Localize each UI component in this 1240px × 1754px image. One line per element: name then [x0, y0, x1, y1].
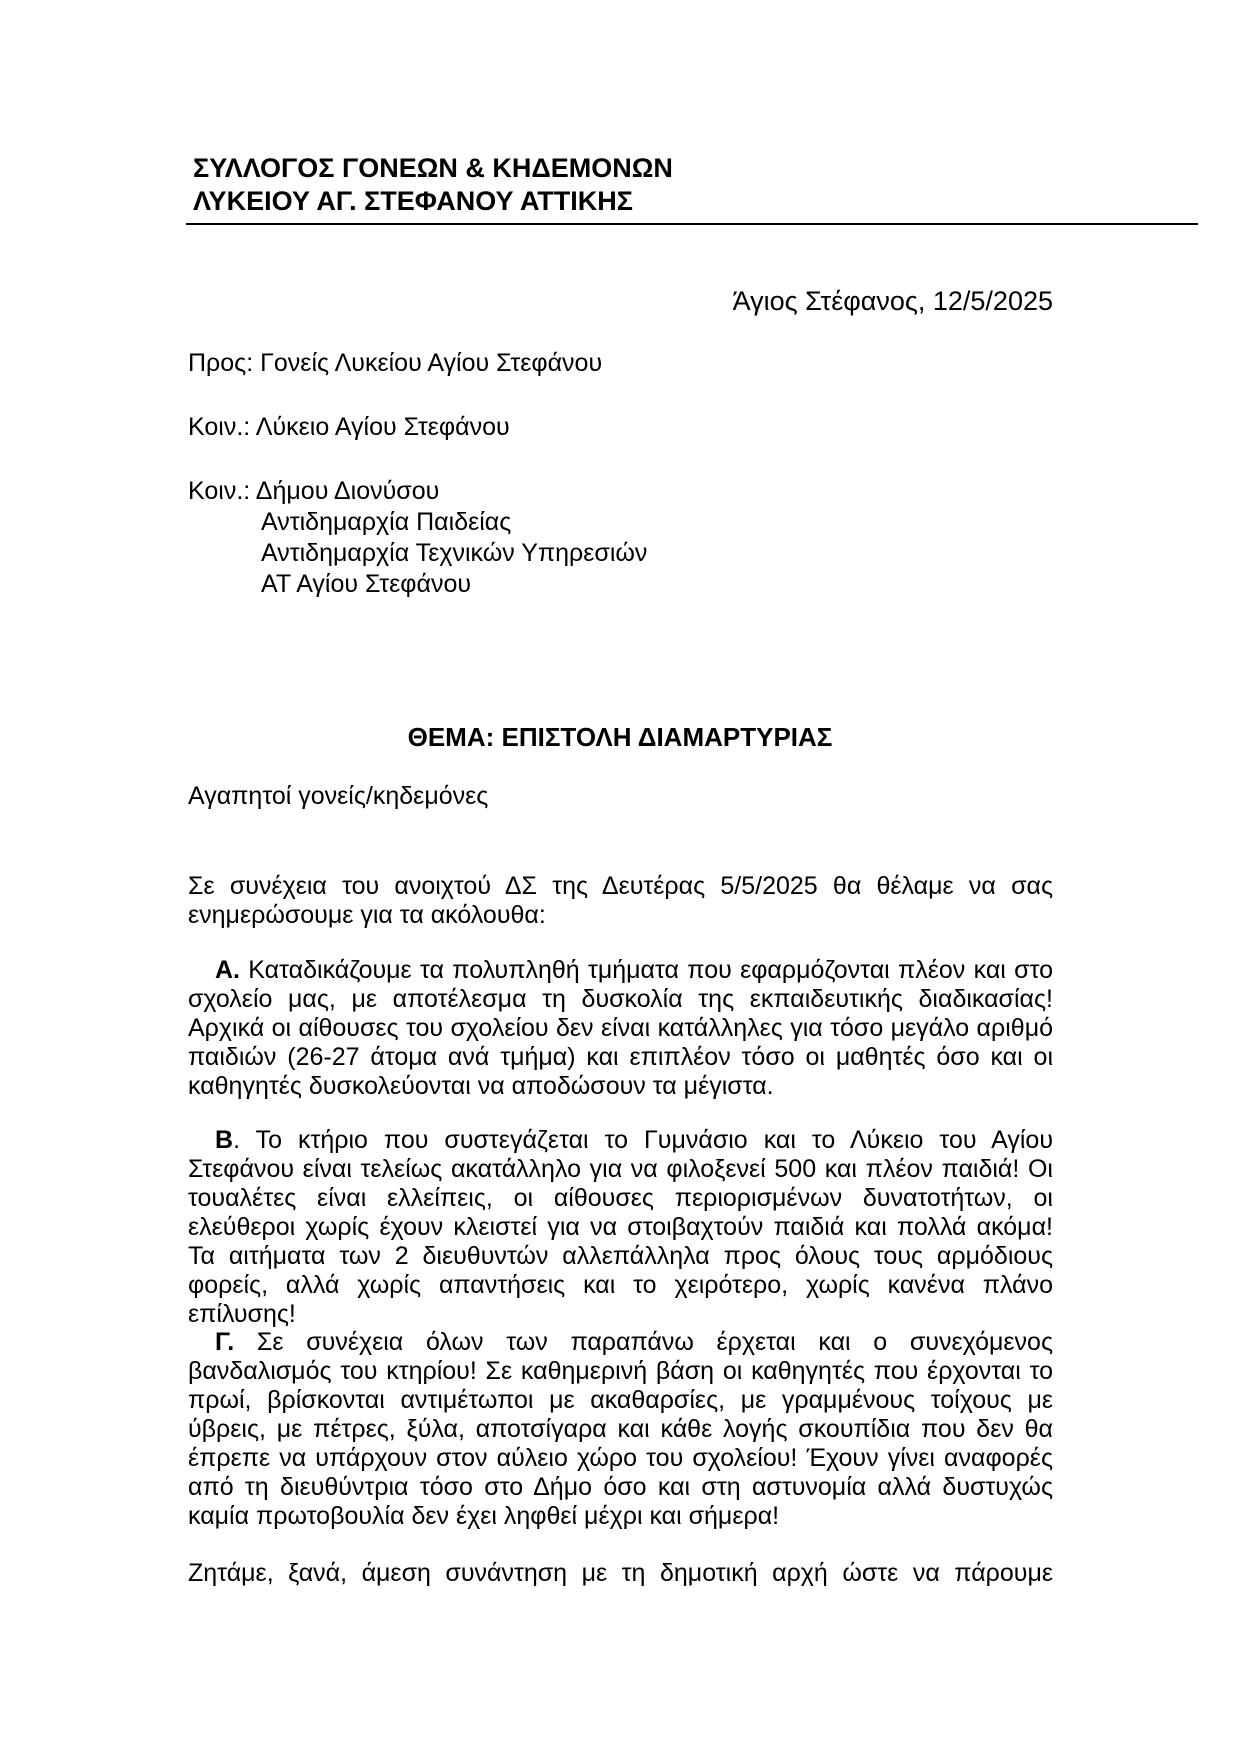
letterhead-line-2: ΛΥΚΕΙΟΥ ΑΓ. ΣΤΕΦΑΝΟΥ ΑΤΤΙΚΗΣ	[193, 186, 633, 216]
date-place: Άγιος Στέφανος, 12/5/2025	[732, 286, 1053, 316]
recipient-to: Προς: Γονείς Λυκείου Αγίου Στεφάνου	[188, 349, 603, 377]
recipient-cc-1: Κοιν.: Λύκειο Αγίου Στεφάνου	[188, 413, 510, 441]
letterhead	[193, 152, 673, 218]
point-b-paragraph	[188, 1126, 1053, 1329]
recipient-cc-2	[188, 476, 647, 600]
point-b-marker: Β	[215, 1126, 234, 1154]
letterhead-line-1: ΣΥΛΛΟΓΟΣ ΓΟΝΕΩΝ & ΚΗΔΕΜΟΝΩΝ	[193, 153, 673, 183]
point-c-marker: Γ.	[215, 1328, 235, 1356]
recipient-cc-2-line: ΑΤ Αγίου Στεφάνου	[261, 570, 472, 598]
recipient-cc-2-first: Κοιν.: Δήμου Διονύσου	[188, 477, 440, 505]
recipient-cc-2-line: Αντιδημαρχία Τεχνικών Υπηρεσιών	[261, 539, 648, 567]
point-a-text: Καταδικάζουμε τα πολυπληθή τμήματα που εφαρμόζονται πλέον και στο σχολείο μας, με αποτέλεσμα τη δυσκολία της εκπαιδευτικής διαδικασίας! Αρχικά οι αίθουσες του σχολείου δεν είναι κατάλληλες για τόσο μεγάλο αριθμό παιδιών (26-27 άτομα ανά τμήμα) και επιπλέον τόσο οι μαθητές όσο και οι καθηγητές δυσκολεύονται να αποδώσουν τα μέγιστα.	[188, 956, 1053, 1100]
point-c-text: Σε συνέχεια όλων των παραπάνω έρχεται και ο συνεχόμενος βανδαλισμός του κτηρίου! Σε καθημερινή βάση οι καθηγητές που έρχονται το πρωί, βρίσκονται αντιμέτωποι με ακαθαρσίες, με γραμμένους τοίχους με ύβρεις, με πέτρες, ξύλα, αποτσίγαρα και κάθε λογής σκουπίδια που δεν θα έπρεπε να υπάρχουν στον αύλειο χώρο του σχολείου! Έχουν γίνει αναφορές από τη διευθύντρια τόσο στο Δήμο όσο και στη αστυνομία αλλά δυστυχώς καμία πρωτοβουλία δεν έχει ληφθεί μέχρι και σήμερα!	[188, 1328, 1053, 1530]
intro-paragraph: Σε συνέχεια του ανοιχτού ΔΣ της Δευτέρας 5/5/2025 θα θέλαμε να σας ενημερώσουμε για τα ακόλουθα:	[188, 872, 1053, 929]
point-a-marker: Α.	[215, 956, 240, 984]
point-b-text: . Το κτήριο που συστεγάζεται το Γυμνάσιο και το Λύκειο του Αγίου Στεφάνου είναι τελείως ακατάλληλο για να φιλοξενεί 500 και πλέον παιδιά! Οι τουαλέτες είναι ελλείπεις, οι αίθουσες περιορισμένων δυνατοτήτων, οι ελεύθεροι χωρίς έχουν κλειστεί για να στοιβαχτούν παιδιά και πολλά ακόμα! Τα αιτήματα των 2 διευθυντών αλλεπάλληλα προς όλους τους αρμόδιους φορείς, αλλά χωρίς απαντήσεις και το χειρότερο, χωρίς κανένα πλάνο επίλυσης!	[188, 1126, 1053, 1328]
closing-paragraph: Ζητάμε, ξανά, άμεση συνάντηση με τη δημοτική αρχή ώστε να πάρουμε	[188, 1559, 1053, 1587]
point-a-paragraph	[188, 956, 1053, 1101]
letter-subject: ΘΕΜΑ: ΕΠΙΣΤΟΛΗ ΔΙΑΜΑΡΤΥΡΙΑΣ	[407, 722, 833, 752]
point-c-paragraph	[188, 1328, 1053, 1531]
recipient-cc-2-line: Αντιδημαρχία Παιδείας	[261, 508, 512, 536]
letterhead-divider	[186, 223, 1198, 225]
greeting: Αγαπητοί γονείς/κηδεμόνες	[188, 782, 489, 810]
